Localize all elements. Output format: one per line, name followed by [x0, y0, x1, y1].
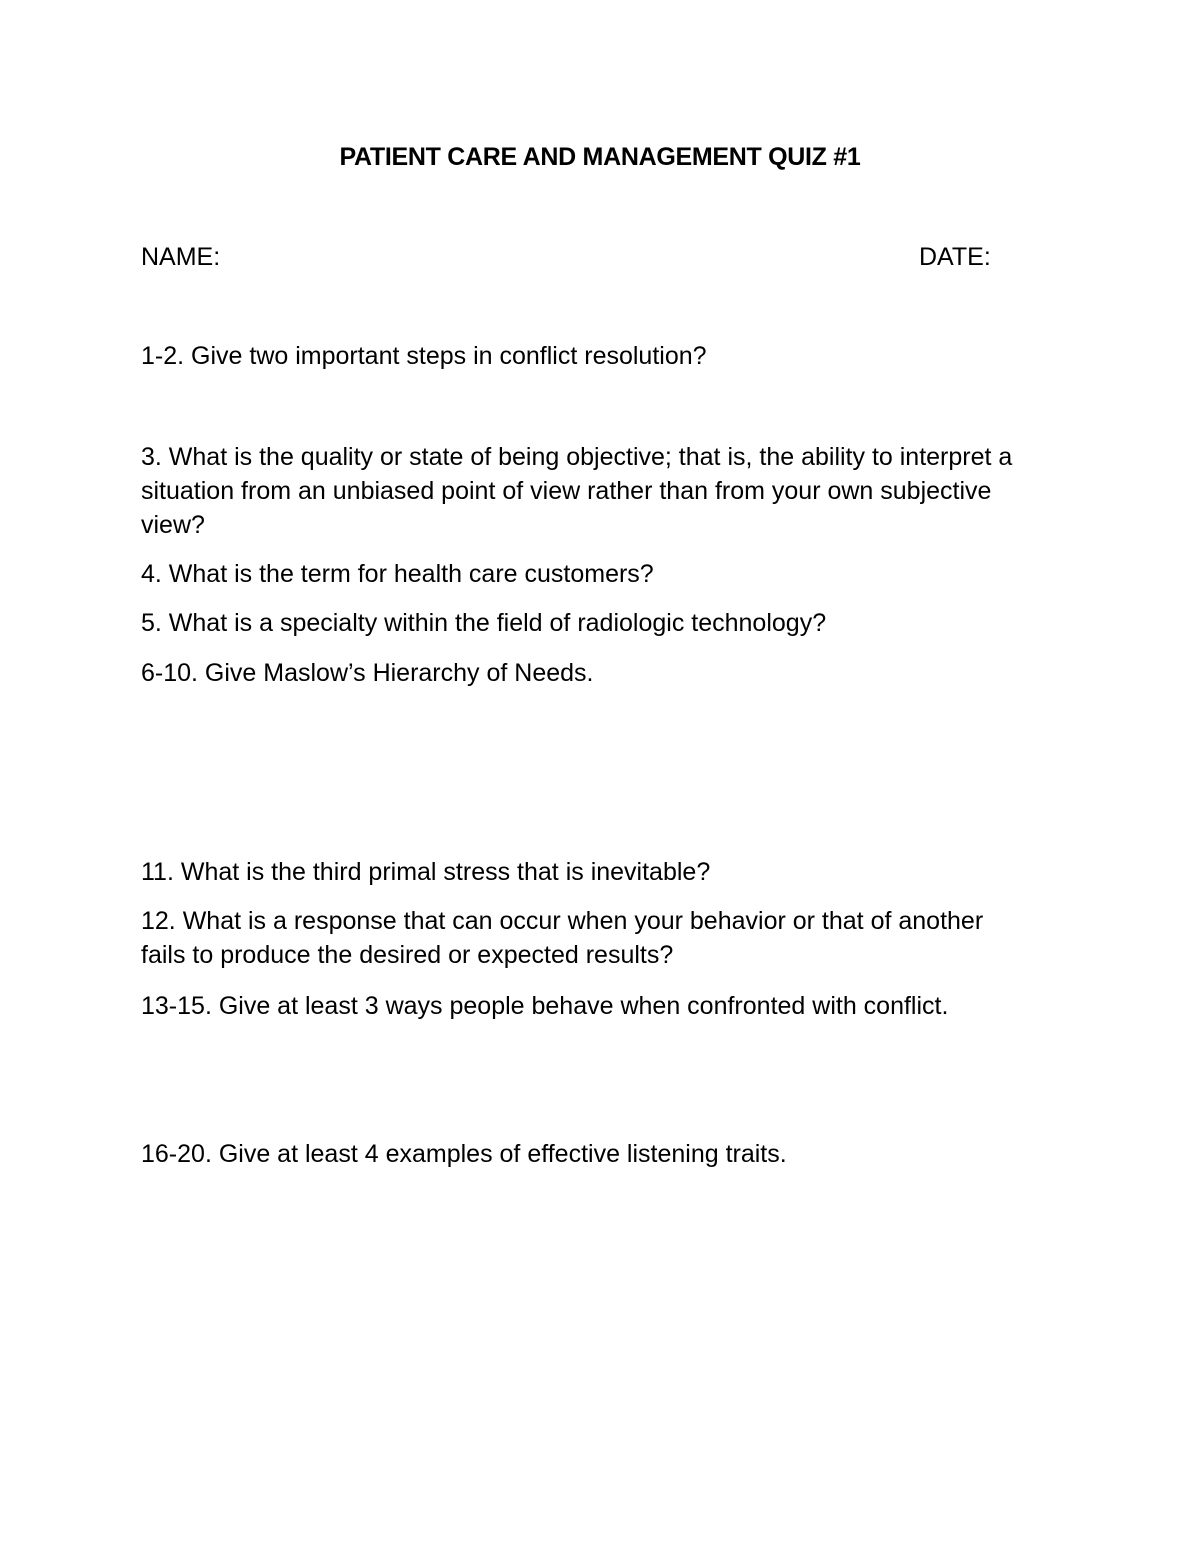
question-12: 12. What is a response that can occur when your behavior or that of another fails to produce the desired or expected results? [141, 907, 984, 969]
name-label: NAME: [141, 243, 221, 271]
question-6-10: 6-10. Give Maslow’s Hierarchy of Needs. [141, 659, 594, 687]
question-4: 4. What is the term for health care customers? [141, 560, 654, 588]
question-3: 3. What is the quality or state of being objective; that is, the ability to interpret a situation from an unbiased point of view rather than from your own subjective view? [141, 443, 1013, 539]
quiz-title: PATIENT CARE AND MANAGEMENT QUIZ #1 [339, 143, 861, 171]
question-13-15: 13-15. Give at least 3 ways people behave when confronted with conflict. [141, 992, 949, 1020]
question-1-2: 1-2. Give two important steps in conflict resolution? [141, 342, 707, 370]
date-label: DATE: [919, 243, 991, 271]
question-11: 11. What is the third primal stress that is inevitable? [141, 858, 711, 886]
question-5: 5. What is a specialty within the field of radiologic technology? [141, 609, 827, 637]
question-16-20: 16-20. Give at least 4 examples of effective listening traits. [141, 1140, 787, 1168]
